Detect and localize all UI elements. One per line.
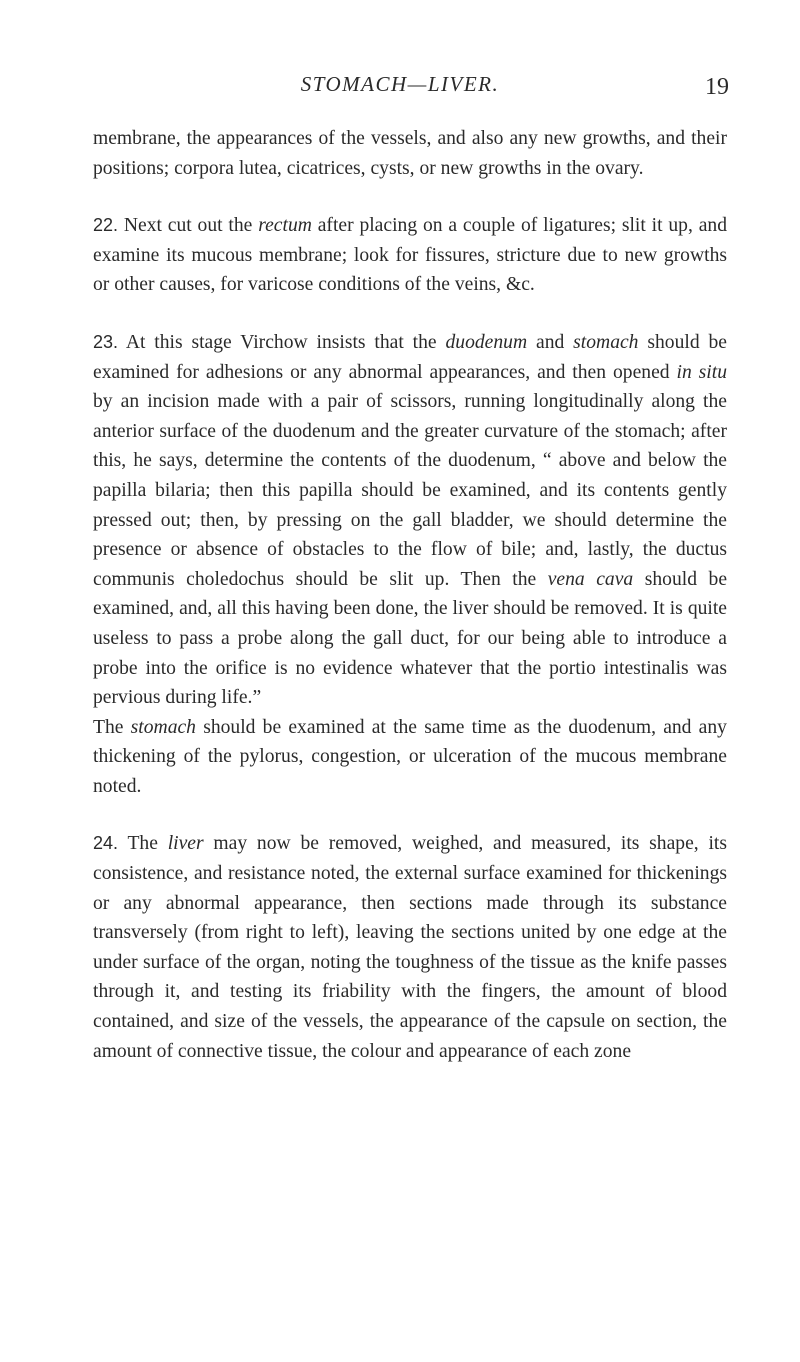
paragraph-text: At this stage Virchow insists that the — [118, 331, 446, 353]
page-body — [93, 124, 727, 1066]
paragraph-text: by an incision made with a pair of scissors, running longitudinally along the anterior surface of the duodenum and the greater curvature of the stomach; after this, he says, determine the contents of the duodenum, “ above and below the papilla bilaria; then this papilla should be examined, and its contents gently pressed out; then, by pressing on the gall bladder, we should determine the presence or absence of obstacles to the flow of bile; and, lastly, the ductus communis choledochus should be slit up. Then the — [93, 391, 727, 590]
paragraph-continued — [93, 124, 727, 183]
paragraph-text: and — [527, 331, 574, 353]
italic-term: stomach — [573, 331, 639, 353]
italic-term: liver — [167, 833, 204, 855]
running-title: STOMACH—LIVER. — [300, 72, 500, 96]
paragraph-text: Next cut out the — [118, 215, 259, 237]
italic-term: stomach — [130, 716, 196, 738]
page-number: 19 — [705, 74, 729, 100]
paragraph-text: should be examined at the same time as the duodenum, and any thickening of the pylorus, congestion, or ulceration of the mucous membrane noted. — [93, 716, 727, 797]
paragraph-text: should be examined, and, all this having been done, the liver should be removed. It is quite useless to pass a probe along the gall duct, for our being able to introduce a probe into the orifice is no evidence whatever that the portio intestinalis was pervious during life.” — [93, 568, 728, 709]
paragraph-23-continued — [93, 713, 727, 802]
paragraph-text: The — [93, 716, 131, 738]
paragraph-text: The — [118, 833, 168, 855]
page-header — [0, 72, 800, 108]
paragraph-text: may now be removed, weighed, and measured, its shape, its consistence, and resistance noted, the external surface examined for thickenings or any abnormal appearance, then sections made through its substance transversely (from right to left), leaving the sections united by one edge at the under surface of the organ, noting the toughness of the tissue as the knife passes through it, and testing its friability with the fingers, the amount of blood contained, and size of the vessels, the appearance of the capsule on section, the amount of connective tissue, the colour and appearance of each zone — [93, 833, 727, 1062]
paragraph-text: should be examined for adhesions or any abnormal appearances, and then opened — [93, 331, 727, 383]
italic-term: rectum — [258, 215, 312, 237]
paragraph-23 — [93, 328, 727, 713]
paragraph-number: 24. — [93, 833, 119, 854]
paragraph-text: membrane, the appearances of the vessels, and also any new growths, and their positions; corpora lutea, cicatrices, cysts, or new growths in the ovary. — [93, 128, 727, 179]
paragraph-22 — [93, 211, 727, 300]
italic-term: duodenum — [445, 331, 528, 353]
italic-term: vena cava — [547, 568, 634, 590]
paragraph-text: after placing on a couple of ligatures; slit it up, and examine its mucous membrane; look for fissures, stricture due to new growths or other causes, for varicose conditions of the veins, &c. — [93, 215, 727, 296]
paragraph-number: 22. — [93, 215, 119, 236]
italic-term: in situ — [676, 361, 727, 383]
paragraph-24 — [93, 829, 727, 1066]
paragraph-number: 23. — [93, 331, 119, 352]
